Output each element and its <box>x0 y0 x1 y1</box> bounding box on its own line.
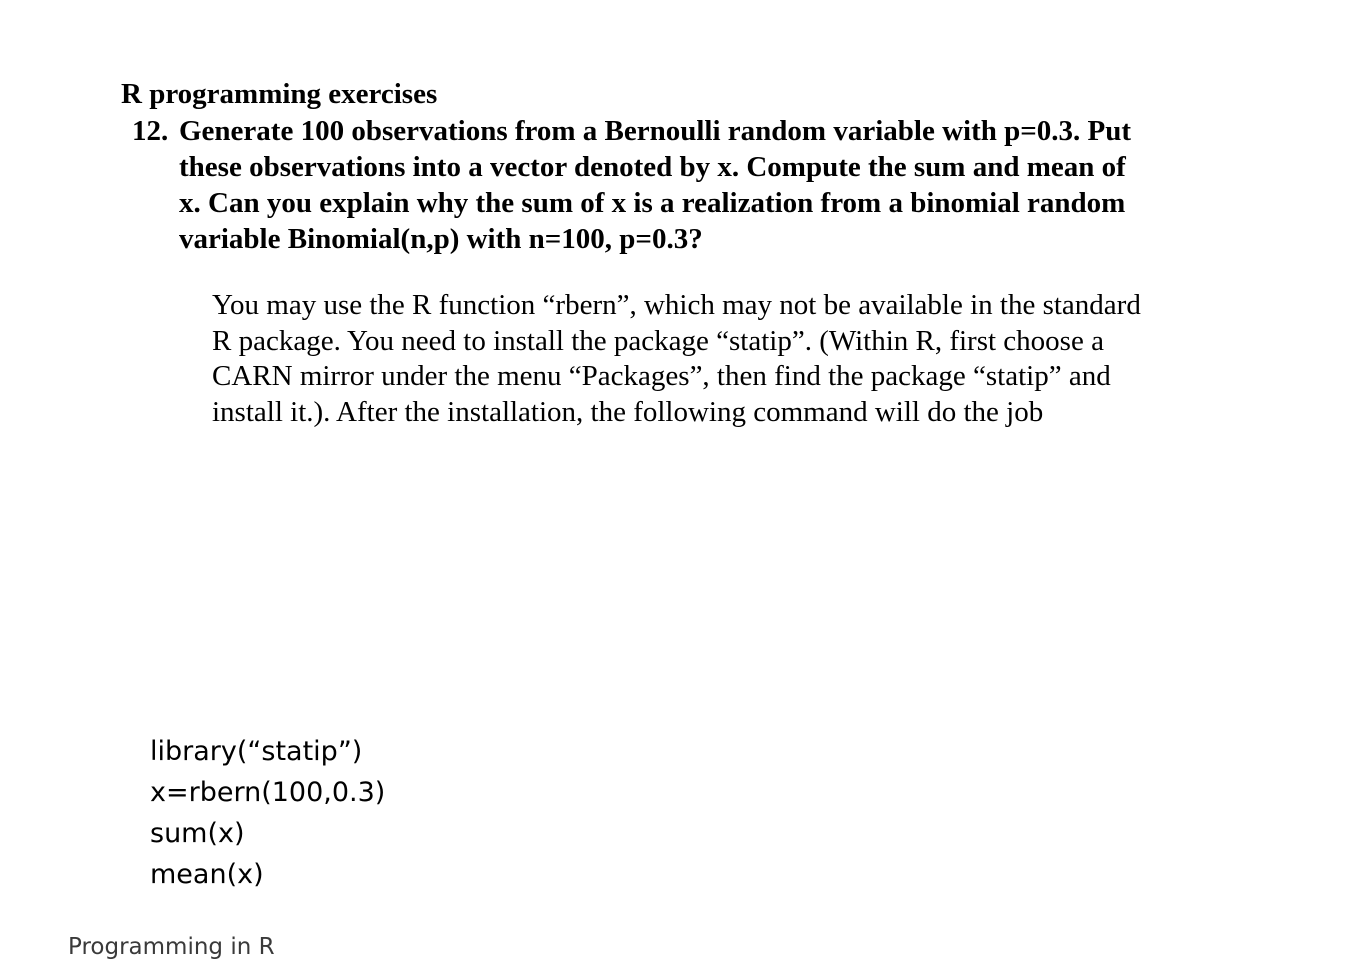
code-line-sum: sum(x) <box>150 818 245 849</box>
code-line-rbern: x=rbern(100,0.3) <box>150 777 386 808</box>
problem-line-4: variable Binomial(n,p) with n=100, p=0.3? <box>179 223 703 255</box>
code-line-mean: mean(x) <box>150 859 264 890</box>
problem-line-1: Generate 100 observations from a Bernoulli random variable with p=0.3. Put <box>179 115 1132 147</box>
exercises-heading: R programming exercises <box>121 78 438 110</box>
footer-label: Programming in R <box>68 934 275 960</box>
note-line-3: CARN mirror under the menu “Packages”, then find the package “statip” and <box>212 360 1111 392</box>
problem-number: 12. <box>132 115 169 147</box>
note-line-4: install it.). After the installation, the following command will do the job <box>212 395 1044 428</box>
problem-line-3: x. Can you explain why the sum of x is a realization from a binomial random <box>179 187 1126 219</box>
instructions-note <box>212 288 1141 430</box>
problem-12 <box>132 113 1252 257</box>
code-block <box>150 731 385 895</box>
code-line-library: library(“statip”) <box>150 736 363 767</box>
note-line-1: You may use the R function “rbern”, which may not be available in the standard <box>212 289 1141 321</box>
problem-line-2: these observations into a vector denoted by x. Compute the sum and mean of <box>179 151 1126 183</box>
note-line-2: R package. You need to install the package “statip”. (Within R, first choose a <box>212 324 1104 357</box>
